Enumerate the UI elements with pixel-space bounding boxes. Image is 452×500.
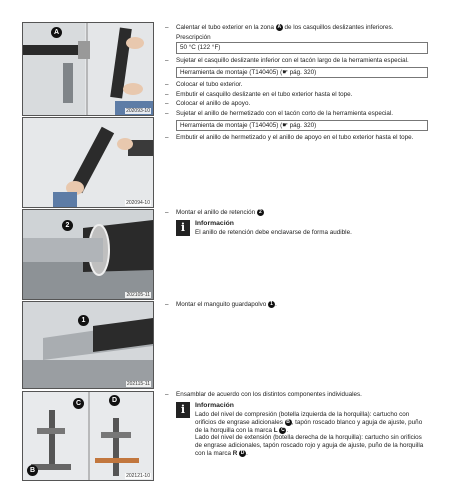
bullet: – Colocar el anillo de apoyo. [165,100,251,108]
info-note [176,402,428,458]
bullet: – Montar el anillo de retención 2 [165,209,428,217]
info-text: El anillo de retención debe enclavarse de forma audible. [195,229,352,237]
prescription-box: 50 °C (122 °F) [176,42,428,54]
marker-D-ref: D [240,449,245,456]
bullet: – Montar el manguito guardapolvo 1 . [165,301,277,309]
marker-1: 1 [78,315,89,326]
info-para-compression: Lado del nivel de compresión (botella izquierda de la horquilla): cartucho con orificios de engrase adicionales B , tapón roscado blanco y aguja de ajuste, puño de la horquilla con la marca L C . [195,411,423,434]
step4-text [165,391,428,457]
figure-id: 202121-10 [126,473,150,479]
figure-202105-11 [22,209,154,300]
step2-text [165,209,428,237]
figure-id: 202094-10 [126,200,150,206]
info-note [176,220,428,237]
marker-2: 2 [62,220,73,231]
marker-C-ref: C [281,426,285,433]
bullet: – Embutir el anillo de hermetizado y el anillo de apoyo en el tubo exterior hasta el tope. [165,134,414,142]
marker-D: D [109,395,120,406]
bullet: – Calentar el tubo exterior en la zona A de los casquillos deslizantes inferiores. [165,24,394,32]
marker-A-ref: A [277,24,282,30]
figure-id: 202115-11 [126,381,150,387]
marker-B-ref: B [286,418,290,425]
step1-text [165,24,428,144]
info-para-rebound: Lado del nivel de extensión (botella derecha de la horquilla): cartucho sin orificios de engrase adicionales, tapón roscado rojo y aguja de ajuste, puño de la horquilla con la marca R D . [195,434,424,457]
figure-202121-10 [22,391,154,481]
info-icon: i [176,220,190,236]
prescription-label: Prescripción [176,33,211,41]
marker-2-ref: 2 [257,209,264,216]
info-icon: i [176,402,190,418]
figure-id: 202105-11 [126,292,150,298]
step3-text [165,301,428,311]
marker-A: A [51,27,62,38]
marker-1-ref: 1 [268,301,275,308]
info-title: Información [195,219,234,227]
figure-202094-10 [22,117,154,208]
page-ref-link[interactable]: ☛ pág. 320 [282,68,315,76]
marker-B: B [27,465,38,476]
bullet: – Sujetar el casquillo deslizante inferior con el tacón largo de la herramienta especial. [165,56,409,64]
figure-202115-11 [22,301,154,389]
page-ref-link[interactable]: ☛ pág. 320 [282,121,315,129]
figure-202093-10 [22,22,154,116]
bullet: – Embutir el casquillo deslizante en el tubo exterior hasta el tope. [165,90,353,98]
tool-box: Herramienta de montaje (T140405) (☛ pág. 320) [176,67,428,79]
figure-id: 202093-10 [126,108,150,114]
tool-box: Herramienta de montaje (T140405) (☛ pág. 320) [176,120,428,132]
bullet: – Colocar el tubo exterior. [165,81,243,89]
marker-C: C [73,398,84,409]
bullet: – Sujetar el anillo de hermetizado con el tacón corto de la herramienta especial. [165,109,394,117]
info-title: Información [195,401,234,409]
bullet: – Ensamblar de acuerdo con los distintos componentes individuales. [165,391,362,398]
